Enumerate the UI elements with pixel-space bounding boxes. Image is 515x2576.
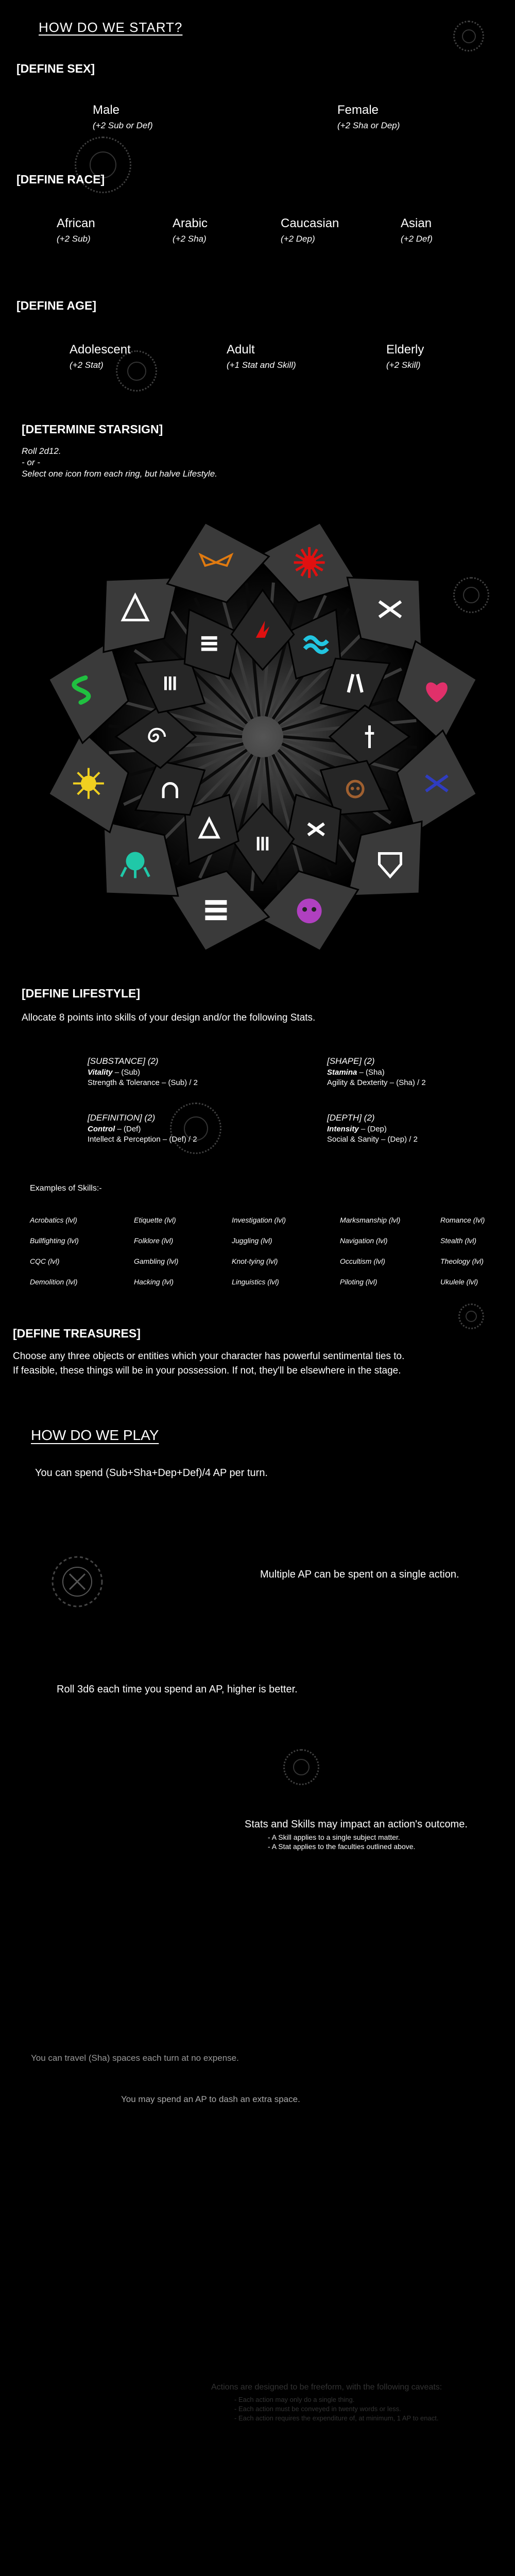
skill-item: CQC (lvl) — [30, 1257, 60, 1265]
gear-icon — [283, 1749, 319, 1785]
play-caveat-1: - Each action may only do a single thing. — [234, 2396, 355, 2403]
stat-source: – (Dep) — [358, 1125, 387, 1133]
stones-icon[interactable] — [201, 636, 217, 651]
play-title: HOW DO WE PLAY — [31, 1427, 159, 1443]
sex-option-female[interactable] — [337, 103, 400, 131]
play-ap: You can spend (Sub+Sha+Dep+Def)/4 AP per turn. — [35, 1467, 268, 1479]
stat-name: Stamina — [327, 1068, 357, 1077]
option-name: Adult — [227, 343, 255, 357]
age-heading: [DEFINE AGE] — [16, 299, 97, 312]
starsign-wheel — [36, 510, 489, 963]
stat-title: [SUBSTANCE] (2) — [88, 1056, 159, 1066]
sex-heading: [DEFINE SEX] — [16, 62, 95, 75]
sex-option-male[interactable] — [93, 103, 153, 131]
skill-item: Acrobatics (lvl) — [30, 1216, 77, 1224]
option-bonus: (+2 Skill) — [386, 360, 421, 370]
stat-depth — [327, 1113, 418, 1144]
play-multiple: Multiple AP can be spent on a single action. — [260, 1569, 459, 1580]
stat-name: Intensity — [327, 1125, 359, 1133]
skill-item: Juggling (lvl) — [232, 1236, 272, 1245]
skill-item: Piloting (lvl) — [340, 1278, 377, 1286]
stat-source: – (Sha) — [357, 1068, 385, 1077]
stat-derived: Social & Sanity – (Dep) / 2 — [327, 1135, 418, 1144]
skill-item: Stealth (lvl) — [440, 1236, 477, 1245]
starsign-heading: [DETERMINE STARSIGN] — [22, 422, 163, 436]
race-option-caucasian[interactable] — [281, 216, 339, 244]
starsign-roll: Roll 2d12. — [22, 446, 61, 456]
stat-derived: Agility & Dexterity – (Sha) / 2 — [327, 1078, 426, 1087]
stat-title: [SHAPE] (2) — [327, 1056, 375, 1066]
banner-icon[interactable] — [205, 900, 227, 920]
race-option-asian[interactable] — [401, 216, 433, 244]
stat-title: [DEFINITION] (2) — [88, 1113, 156, 1123]
stat-source: – (Sub) — [112, 1068, 140, 1077]
play-caveat-3: - Each action requires the expenditure of, at minimum, 1 AP to enact. — [234, 2414, 439, 2422]
stat-source: – (Def) — [115, 1125, 141, 1133]
stat-derived: Strength & Tolerance – (Sub) / 2 — [88, 1078, 198, 1087]
skill-item: Bullfighting (lvl) — [30, 1236, 79, 1245]
age-option-adult[interactable] — [227, 343, 296, 370]
crown-icon[interactable] — [73, 768, 104, 799]
play-freeform: Actions are designed to be freeform, with the following caveats: — [211, 2383, 442, 2392]
starsign-or: - or - — [22, 457, 40, 467]
skill-item: Etiquette (lvl) — [134, 1216, 176, 1224]
age-option-adolescent[interactable] — [70, 343, 131, 370]
play-stats-impact: Stats and Skills may impact an action's outcome. — [245, 1819, 468, 1830]
option-bonus: (+2 Dep) — [281, 234, 315, 244]
skill-item: Marksmanship (lvl) — [340, 1216, 401, 1224]
skill-item: Folklore (lvl) — [134, 1236, 174, 1245]
skill-item: Theology (lvl) — [440, 1257, 484, 1265]
play-travel: You can travel (Sha) spaces each turn at no expense. — [31, 2053, 239, 2063]
start-title: HOW DO WE START? — [39, 20, 183, 35]
lifestyle-intro: Allocate 8 points into skills of your design and/or the following Stats. — [22, 1012, 316, 1023]
race-heading: [DEFINE RACE] — [16, 173, 105, 186]
treasures-line1: Choose any three objects or entities which your character has powerful sentimental ties to. — [13, 1351, 405, 1362]
treasures-heading: [DEFINE TREASURES] — [13, 1327, 141, 1340]
option-bonus: (+2 Sha or Dep) — [337, 121, 400, 130]
skill-item: Investigation (lvl) — [232, 1216, 286, 1224]
lifestyle-heading: [DEFINE LIFESTYLE] — [22, 987, 140, 1000]
skill-item: Demolition (lvl) — [30, 1278, 78, 1286]
skill-item: Occultism (lvl) — [340, 1257, 385, 1265]
option-name: Male — [93, 103, 120, 117]
option-name: African — [57, 216, 95, 230]
option-name: Asian — [401, 216, 432, 230]
rune-icon — [49, 1553, 106, 1610]
stat-name: Control — [88, 1125, 115, 1133]
play-roll: Roll 3d6 each time you spend an AP, higher is better. — [57, 1684, 298, 1695]
skill-item: Hacking (lvl) — [134, 1278, 174, 1286]
option-name: Arabic — [173, 216, 208, 230]
treasures-line2: If feasible, these things will be in your possession. If not, they'll be elsewhere in the stage. — [13, 1365, 401, 1376]
option-bonus: (+1 Stat and Skill) — [227, 360, 296, 370]
skill-item: Linguistics (lvl) — [232, 1278, 279, 1286]
stat-derived: Intellect & Perception – (Def) / 2 — [88, 1135, 197, 1144]
pig-mask-icon[interactable] — [297, 899, 322, 923]
option-bonus: (+2 Stat) — [70, 360, 104, 370]
option-name: Female — [337, 103, 379, 117]
option-bonus: (+2 Sha) — [173, 234, 207, 244]
stat-shape — [327, 1056, 426, 1087]
age-option-elderly[interactable] — [386, 343, 424, 370]
option-name: Adolescent — [70, 343, 131, 357]
stat-definition — [88, 1113, 197, 1144]
stat-name: Vitality — [88, 1068, 113, 1077]
stat-substance — [88, 1056, 198, 1087]
stat-title: [DEPTH] (2) — [327, 1113, 375, 1123]
skill-item: Gambling (lvl) — [134, 1257, 179, 1265]
play-caveat-2: - Each action must be conveyed in twenty words or less. — [234, 2405, 401, 2413]
skill-item: Navigation (lvl) — [340, 1236, 388, 1245]
option-bonus: (+2 Sub or Def) — [93, 121, 153, 130]
skills-heading: Examples of Skills:- — [30, 1184, 102, 1193]
gear-icon — [458, 1303, 484, 1329]
skill-item: Knot-tying (lvl) — [232, 1257, 278, 1265]
race-option-arabic[interactable] — [173, 216, 208, 244]
skill-item: Ukulele (lvl) — [440, 1278, 478, 1286]
starsign-select: Select one icon from each ring, but halve Lifestyle. — [22, 469, 217, 479]
play-dash: You may spend an AP to dash an extra space. — [121, 2094, 300, 2104]
option-name: Elderly — [386, 343, 424, 357]
option-name: Caucasian — [281, 216, 339, 230]
play-skill-note: - A Skill applies to a single subject matter. — [268, 1833, 400, 1841]
gear-icon — [453, 21, 484, 52]
skill-item: Romance (lvl) — [440, 1216, 485, 1224]
option-bonus: (+2 Def) — [401, 234, 433, 244]
option-bonus: (+2 Sub) — [57, 234, 91, 244]
race-option-african[interactable] — [57, 216, 95, 244]
play-stat-note: - A Stat applies to the faculties outlined above. — [268, 1842, 416, 1851]
